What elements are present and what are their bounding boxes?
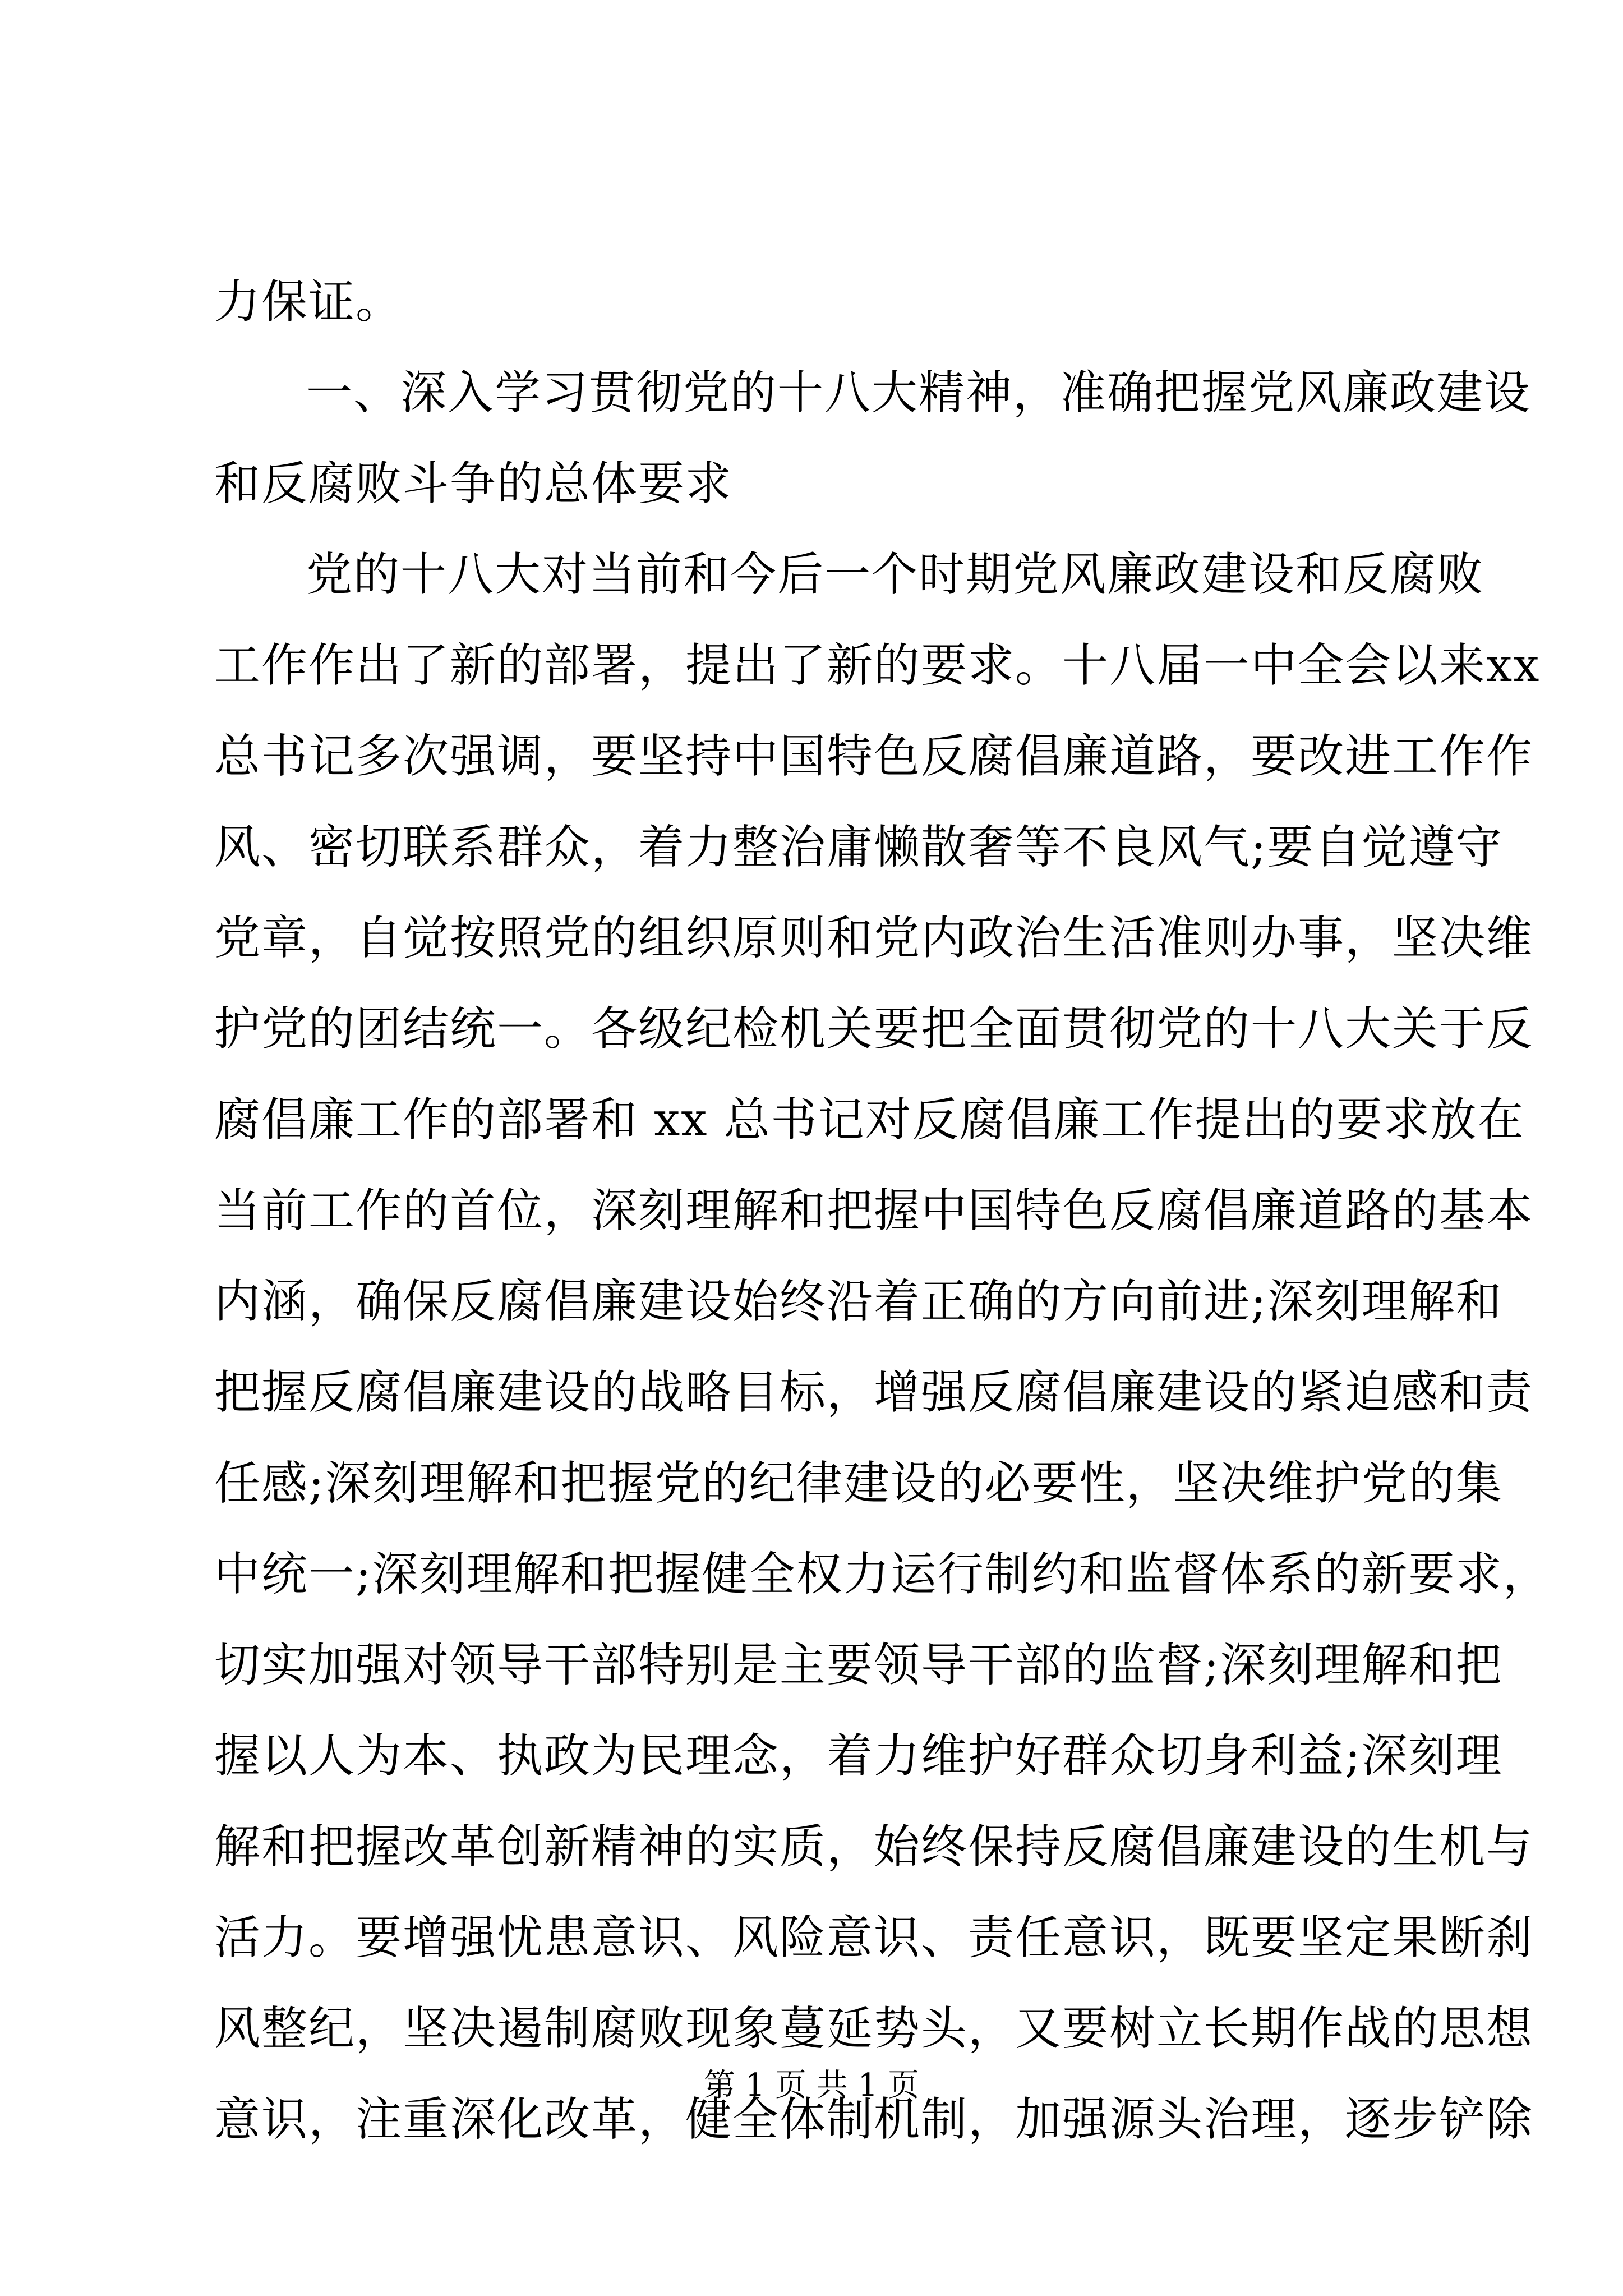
- text-line: 和反腐败斗争的总体要求: [214, 457, 733, 510]
- text-line: 风、密切联系群众，着力整治庸懒散奢等不良风气;要自觉遵守: [214, 821, 1503, 874]
- text-line: 党的十八大对当前和今后一个时期党风廉政建设和反腐败: [306, 548, 1484, 601]
- text-line: 解和把握改革创新精神的实质，始终保持反腐倡廉建设的生机与: [214, 1820, 1534, 1874]
- text-line: 护党的团结统一。各级纪检机关要把全面贯彻党的十八大关于反: [214, 1002, 1534, 1056]
- text-line: 党章，自觉按照党的组织原则和党内政治生活准则办事，坚决维: [214, 912, 1534, 965]
- text-line: 意识，注重深化改革，健全体制机制，加强源头治理，逐步铲除: [214, 2093, 1534, 2146]
- text-line: 把握反腐倡廉建设的战略目标，增强反腐倡廉建设的紧迫感和责: [214, 1366, 1534, 1419]
- text-line: 握以人为本、执政为民理念，着力维护好群众切身利益;深刻理: [214, 1729, 1503, 1783]
- text-line: 切实加强对领导干部特别是主要领导干部的监督;深刻理解和把: [214, 1639, 1503, 1692]
- document-body: [214, 257, 1550, 2165]
- text-line: 一、深入学习贯彻党的十八大精神，准确把握党风廉政建设: [306, 366, 1532, 420]
- text-line: 力保证。: [214, 275, 403, 329]
- page-number-label: 第 1 页 共 1 页: [703, 2067, 920, 2104]
- text-line: 工作作出了新的部署，提出了新的要求。十八届一中全会以来xx: [214, 639, 1541, 692]
- text-line: 腐倡廉工作的部署和 xx 总书记对反腐倡廉工作提出的要求放在: [214, 1093, 1525, 1147]
- text-line: 总书记多次强调，要坚持中国特色反腐倡廉道路，要改进工作作: [214, 730, 1534, 783]
- text-line: 活力。要增强忧患意识、风险意识、责任意识，既要坚定果断刹: [214, 1911, 1534, 1964]
- text-line: 任感;深刻理解和把握党的纪律建设的必要性，坚决维护党的集: [214, 1457, 1503, 1510]
- text-line: 风整纪，坚决遏制腐败现象蔓延势头，又要树立长期作战的思想: [214, 2002, 1534, 2055]
- text-line: 中统一;深刻理解和把握健全权力运行制约和监督体系的新要求，: [214, 1548, 1550, 1601]
- text-line: 内涵，确保反腐倡廉建设始终沿着正确的方向前进;深刻理解和: [214, 1275, 1503, 1328]
- text-line: 当前工作的首位，深刻理解和把握中国特色反腐倡廉道路的基本: [214, 1184, 1534, 1237]
- page-footer: [0, 2063, 1623, 2108]
